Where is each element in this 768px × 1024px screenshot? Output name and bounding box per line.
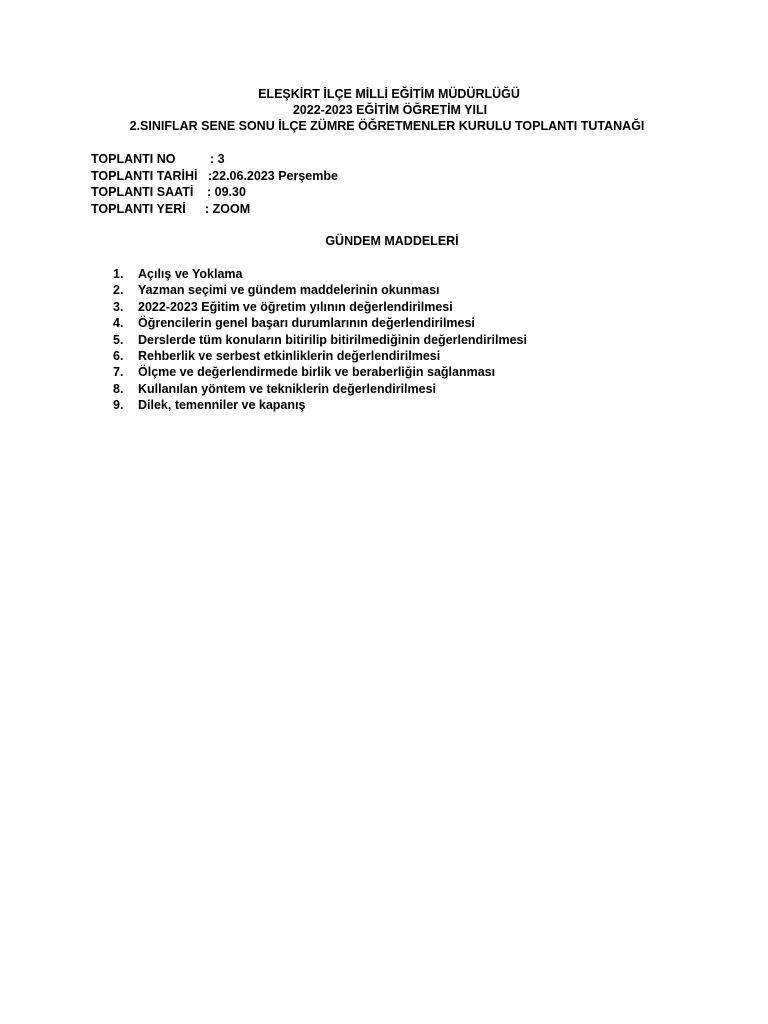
agenda-item (113, 282, 527, 298)
meeting-number-row (91, 151, 225, 168)
agenda-item (113, 364, 527, 380)
agenda-item (113, 332, 527, 348)
meeting-time-value: : 09.30 (207, 185, 246, 199)
meeting-time-row (91, 184, 246, 201)
agenda-item-number: 6. (113, 348, 124, 363)
agenda-item-number: 3. (113, 299, 124, 314)
agenda-item (113, 348, 527, 364)
agenda-item-text: Derslerde tüm konuların bitirilip bitirilmediğinin değerlendirilmesi (138, 332, 527, 347)
agenda-item-text: Öğrencilerin genel başarı durumlarının değerlendirilmesi (138, 316, 475, 331)
meeting-info (91, 151, 338, 217)
agenda-item-number: 2. (113, 283, 124, 298)
academic-year: 2022-2023 EĞİTİM ÖĞRETİM YILI (292, 103, 488, 117)
meeting-date-label: TOPLANTI TARİHİ (91, 168, 198, 183)
institution-title: ELEŞKİRT İLÇE MİLLİ EĞİTİM MÜDÜRLÜĞÜ (258, 87, 520, 101)
meeting-time-label: TOPLANTI SAATİ (91, 185, 194, 199)
meeting-date-row (91, 168, 338, 185)
meeting-number-label: TOPLANTI NO (91, 152, 176, 166)
agenda-item (113, 381, 527, 397)
agenda-item (113, 266, 527, 282)
agenda-item-text: 2022-2023 Eğitim ve öğretim yılının değerlendirilmesi (138, 299, 453, 314)
meeting-number-value: : 3 (210, 152, 225, 166)
meeting-title: 2.SINIFLAR SENE SONU İLÇE ZÜMRE ÖĞRETMENLER KURULU TOPLANTI TUTANAĞI (129, 119, 645, 133)
agenda-item (113, 397, 527, 413)
agenda-item-text: Ölçme ve değerlendirmede birlik ve beraberliğin sağlanması (138, 365, 496, 380)
agenda-item-text: Rehberlik ve serbest etkinliklerin değerlendirilmesi (138, 348, 441, 363)
agenda-item-text: Kullanılan yöntem ve tekniklerin değerlendirilmesi (138, 381, 437, 396)
agenda-item (113, 299, 527, 315)
agenda-item-number: 4. (113, 316, 124, 331)
agenda-item-number: 7. (113, 365, 124, 380)
agenda-item-number: 8. (113, 381, 124, 396)
meeting-date-value: :22.06.2023 Perşembe (208, 168, 338, 183)
agenda-item-number: 1. (113, 267, 124, 281)
agenda-list (113, 266, 527, 414)
agenda-item-text: Yazman seçimi ve gündem maddelerinin okunması (138, 283, 440, 298)
agenda-item-text: Dilek, temenniler ve kapanış (138, 398, 306, 413)
agenda-item-number: 9. (113, 398, 124, 413)
agenda-item-text: Açılış ve Yoklama (138, 267, 243, 281)
agenda-item-number: 5. (113, 332, 124, 347)
document-header (0, 86, 768, 134)
agenda-item (113, 315, 527, 331)
meeting-place-label: TOPLANTI YERİ (91, 201, 186, 216)
agenda-title: GÜNDEM MADDELERİ (325, 234, 459, 248)
meeting-place-value: : ZOOM (205, 201, 251, 216)
meeting-place-row (91, 201, 251, 218)
